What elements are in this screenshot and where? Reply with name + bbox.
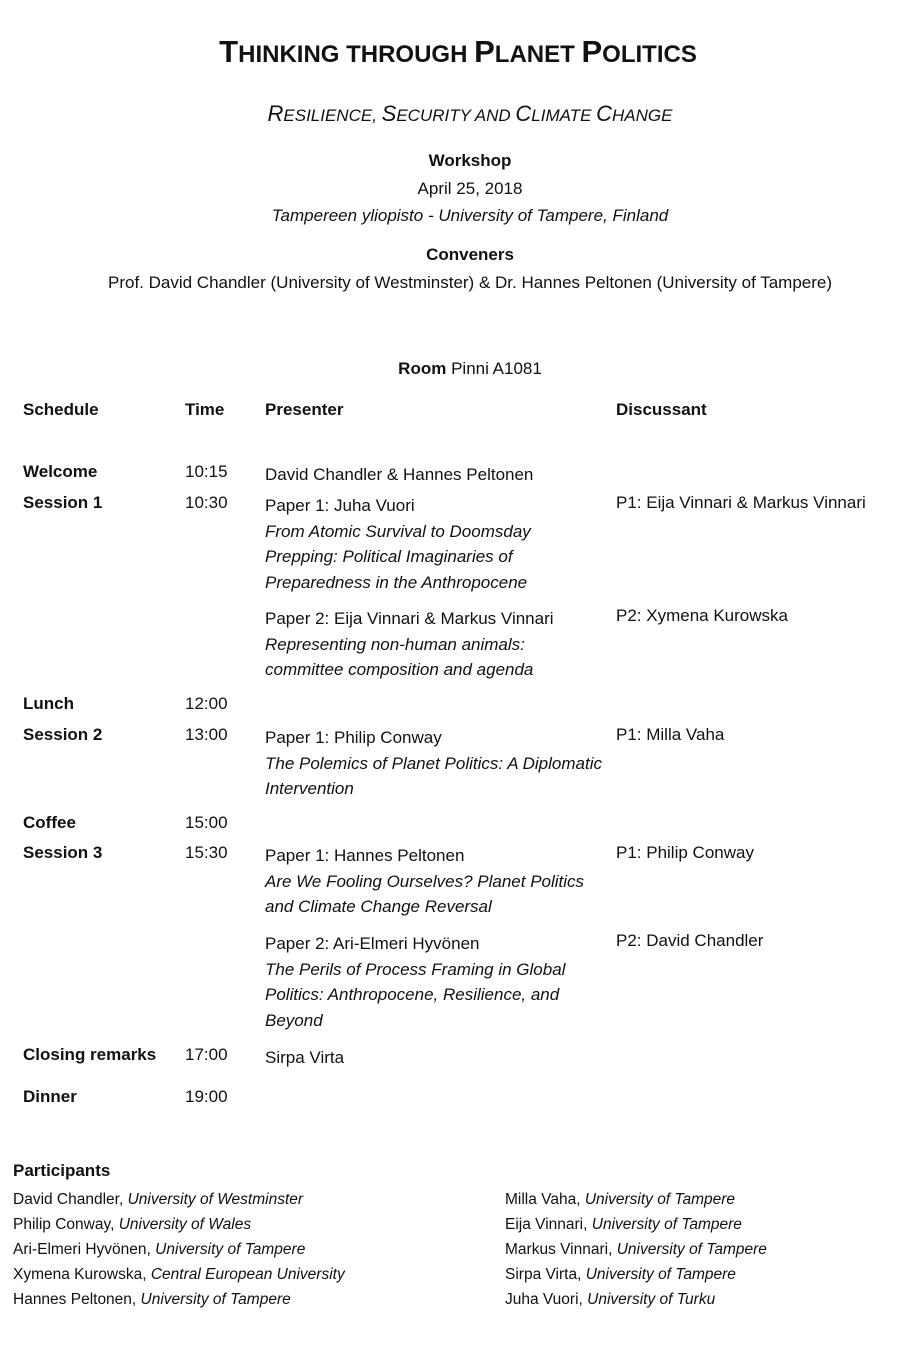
participants-section <box>13 1161 767 1308</box>
row-presenter-cell <box>265 725 605 802</box>
participant-affiliation: University of Turku <box>587 1291 716 1308</box>
row-presenter-cell <box>265 931 605 1033</box>
row-presenter-cell <box>265 493 605 595</box>
participant-item: Ari-Elmeri Hyvönen, University of Tampere <box>13 1241 306 1258</box>
row-paper-title: Representing non-human animals: committee composition and agenda <box>265 634 534 679</box>
row-time: 10:30 <box>185 493 228 512</box>
participant-name: Juha Vuori <box>505 1291 579 1308</box>
row-discussant: P2: David Chandler <box>616 931 764 950</box>
participant-affiliation: University of Tampere <box>140 1291 291 1308</box>
subtitle-part-cap: S <box>381 101 397 126</box>
participant-affiliation: University of Tampere <box>155 1241 306 1258</box>
row-presenter: Sirpa Virta <box>265 1048 345 1067</box>
row-presenter-cell <box>265 606 605 683</box>
row-label: Session 1 <box>23 493 103 512</box>
subtitle-part-cap: R <box>267 101 284 126</box>
participant-item: Philip Conway, University of Wales <box>13 1216 252 1233</box>
participant-name: Eija Vinnari <box>505 1216 584 1233</box>
row-time: 10:15 <box>185 462 228 481</box>
title-part-rest: HINKING THROUGH <box>238 41 475 68</box>
conveners-label: Conveners <box>426 245 514 264</box>
row-paper-title: From Atomic Survival to Doomsday Prepping: Political Imaginaries of Preparedness in the Anthropocene <box>265 521 531 592</box>
row-label: Session 2 <box>23 725 103 744</box>
title-part-cap: P <box>474 34 495 69</box>
participants-right-column <box>505 1187 916 1312</box>
row-label: Welcome <box>23 462 98 481</box>
row-label: Session 3 <box>23 843 103 862</box>
row-discussant: P1: Philip Conway <box>616 843 754 862</box>
column-header-time: Time <box>185 400 225 419</box>
row-paper-title: Are We Fooling Ourselves? Planet Politics and Climate Change Reversal <box>265 871 585 916</box>
participant-affiliation: University of Tampere <box>591 1216 742 1233</box>
row-presenter: David Chandler & Hannes Peltonen <box>265 465 534 484</box>
participant-name: Milla Vaha <box>505 1191 577 1208</box>
row-time: 13:00 <box>185 725 228 744</box>
column-header-schedule: Schedule <box>23 400 99 419</box>
row-time: 19:00 <box>185 1087 228 1106</box>
participant-item: Juha Vuori, University of Turku <box>505 1291 716 1308</box>
subtitle-part-rest: ESILIENCE, <box>283 106 382 125</box>
title-part-cap: P <box>581 34 603 69</box>
event-date: April 25, 2018 <box>417 179 523 198</box>
row-discussant: P2: Xymena Kurowska <box>616 606 788 625</box>
participant-name: David Chandler <box>13 1191 119 1208</box>
participant-name: Ari-Elmeri Hyvönen <box>13 1241 147 1258</box>
page-subtitle <box>0 101 916 127</box>
subtitle-part-cap: C <box>596 101 613 126</box>
row-presenter: Paper 1: Philip Conway <box>265 728 442 747</box>
row-discussant: P1: Milla Vaha <box>616 725 725 744</box>
row-presenter: Paper 2: Eija Vinnari & Markus Vinnari <box>265 609 554 628</box>
row-presenter-cell <box>265 843 605 920</box>
row-presenter-cell <box>265 1045 605 1071</box>
column-header-presenter: Presenter <box>265 400 344 419</box>
participant-item: Milla Vaha, University of Tampere <box>505 1191 736 1208</box>
participant-name: Markus Vinnari <box>505 1241 609 1258</box>
participants-left-column <box>13 1187 473 1312</box>
participant-affiliation: University of Tampere <box>616 1241 767 1258</box>
participant-name: Sirpa Virta <box>505 1266 578 1283</box>
room-value: Pinni A1081 <box>451 359 542 378</box>
participant-item: David Chandler, University of Westminster <box>13 1191 304 1208</box>
participant-name: Hannes Peltonen <box>13 1291 132 1308</box>
participant-item: Hannes Peltonen, University of Tampere <box>13 1291 291 1308</box>
page-title <box>0 34 916 70</box>
participant-affiliation: University of Tampere <box>584 1191 736 1208</box>
room-line <box>0 359 916 379</box>
subtitle-part-rest: ECURITY AND <box>396 106 516 125</box>
participant-name: Xymena Kurowska <box>13 1266 143 1283</box>
row-label: Dinner <box>23 1087 77 1106</box>
participant-affiliation: University of Westminster <box>127 1191 304 1208</box>
participant-item: Xymena Kurowska, Central European University <box>13 1266 345 1283</box>
participant-affiliation: Central European University <box>150 1266 345 1283</box>
column-header-discussant: Discussant <box>616 400 707 419</box>
row-paper-title: The Perils of Process Framing in Global Politics: Anthropocene, Resilience, and Beyond <box>265 959 566 1030</box>
row-label: Lunch <box>23 694 74 713</box>
row-label: Closing remarks <box>23 1045 157 1064</box>
row-presenter: Paper 1: Hannes Peltonen <box>265 846 465 865</box>
row-paper-title: The Polemics of Planet Politics: A Diplomatic Intervention <box>265 753 602 798</box>
conveners: Prof. David Chandler (University of Westminster) & Dr. Hannes Peltonen (University of Tampere) <box>107 273 833 292</box>
participant-affiliation: University of Tampere <box>585 1266 736 1283</box>
event-venue: Tampereen yliopisto - University of Tampere, Finland <box>271 206 669 225</box>
row-discussant: P1: Eija Vinnari & Markus Vinnari <box>616 493 866 512</box>
row-time: 17:00 <box>185 1045 228 1064</box>
row-time: 15:30 <box>185 843 228 862</box>
title-part-rest: OLITICS <box>602 41 697 68</box>
subtitle-part-rest: LIMATE <box>531 106 597 125</box>
participant-item: Markus Vinnari, University of Tampere <box>505 1241 767 1258</box>
participant-affiliation: University of Wales <box>118 1216 252 1233</box>
event-type: Workshop <box>428 151 512 170</box>
title-part-cap: T <box>219 34 239 69</box>
title-part-rest: LANET <box>494 41 582 68</box>
participant-item: Sirpa Virta, University of Tampere <box>505 1266 736 1283</box>
subtitle-part-rest: HANGE <box>612 106 673 125</box>
row-presenter: Paper 2: Ari-Elmeri Hyvönen <box>265 934 480 953</box>
row-presenter: Paper 1: Juha Vuori <box>265 496 415 515</box>
participants-heading: Participants <box>13 1161 111 1180</box>
row-presenter-cell <box>265 462 605 488</box>
participant-name: Philip Conway <box>13 1216 111 1233</box>
row-time: 15:00 <box>185 813 228 832</box>
participant-item: Eija Vinnari, University of Tampere <box>505 1216 742 1233</box>
room-label: Room <box>398 359 447 378</box>
subtitle-part-cap: C <box>515 101 532 126</box>
row-label: Coffee <box>23 813 76 832</box>
row-time: 12:00 <box>185 694 228 713</box>
